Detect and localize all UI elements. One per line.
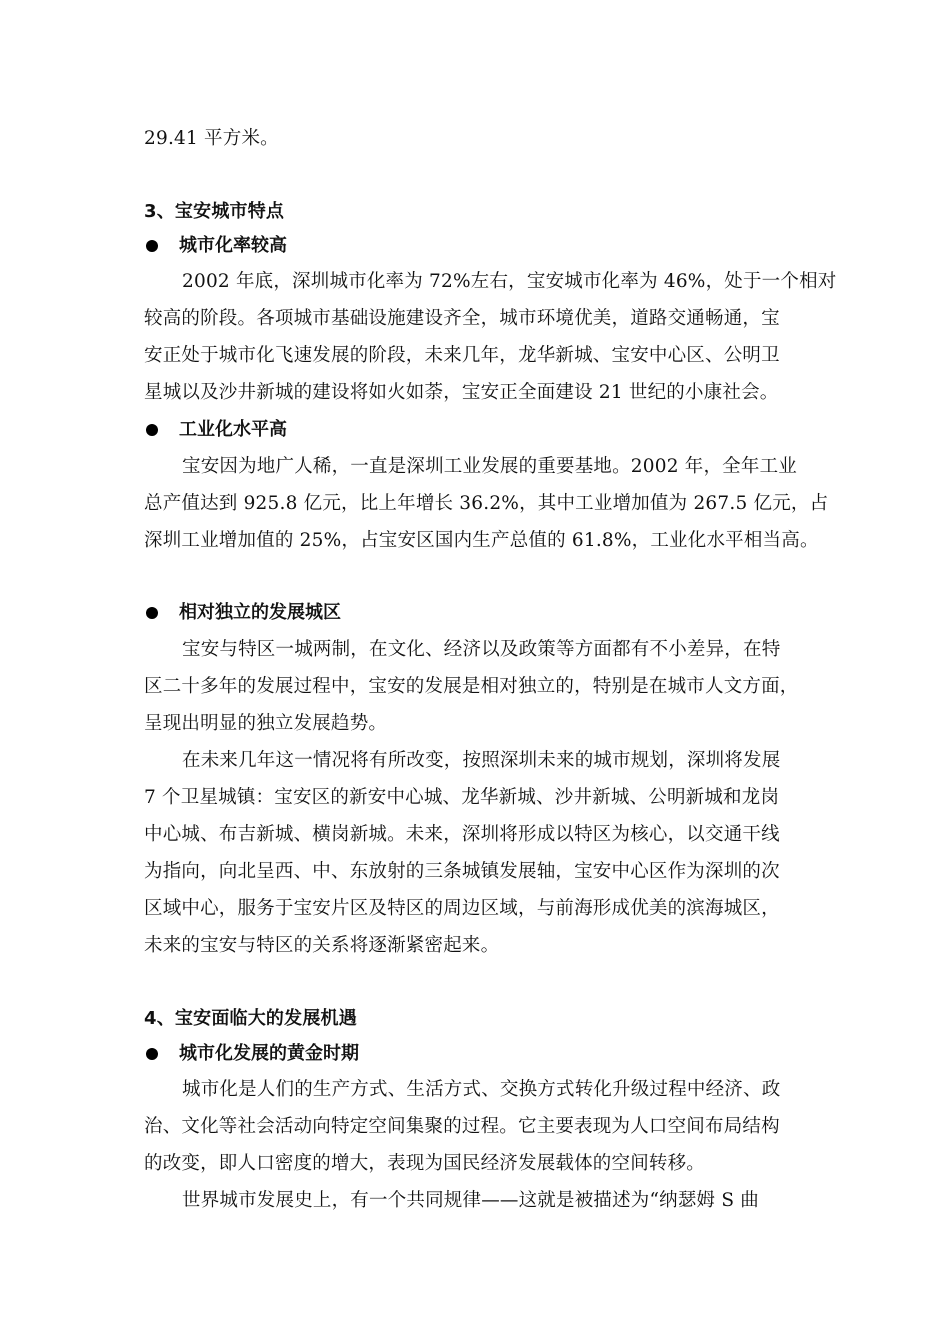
paragraph-line: 安正处于城市化飞速发展的阶段，未来几年，龙华新城、宝安中心区、公明卫	[144, 345, 780, 366]
bullet-dot-icon	[146, 240, 158, 252]
paragraph-line: 世界城市发展史上，有一个共同规律——这就是被描述为“纳瑟姆 S 曲	[182, 1190, 759, 1211]
bullet-title: 相对独立的发展城区	[179, 602, 341, 623]
bullet-dot-icon	[146, 424, 158, 436]
paragraph-line: 总产值达到 925.8 亿元，比上年增长 36.2%，其中工业增加值为 267.5 亿元，占	[144, 493, 829, 514]
paragraph-line: 中心城、布吉新城、横岗新城。未来，深圳将形成以特区为核心，以交通干线	[144, 824, 780, 845]
paragraph-line: 宝安因为地广人稀，一直是深圳工业发展的重要基地。2002 年，全年工业	[182, 456, 797, 477]
paragraph-line: 较高的阶段。各项城市基础设施建设齐全，城市环境优美，道路交通畅通，宝	[144, 308, 780, 329]
paragraph-line: 区二十多年的发展过程中，宝安的发展是相对独立的，特别是在城市人文方面，	[144, 676, 799, 697]
paragraph-line: 的改变，即人口密度的增大，表现为国民经济发展载体的空间转移。	[144, 1153, 706, 1174]
bullet-dot-icon	[146, 1048, 158, 1060]
bullet-item	[144, 418, 804, 442]
bullet-title: 工业化水平高	[179, 419, 287, 440]
bullet-dot-icon	[146, 607, 158, 619]
text-line: 29.41 平方米。	[144, 128, 279, 149]
section-heading: 4、宝安面临大的发展机遇	[144, 1008, 357, 1029]
paragraph-line: 宝安与特区一城两制，在文化、经济以及政策等方面都有不小差异，在特	[182, 639, 781, 660]
paragraph-line: 区域中心，服务于宝安片区及特区的周边区域，与前海形成优美的滨海城区，	[144, 898, 780, 919]
paragraph-line: 星城以及沙井新城的建设将如火如荼，宝安正全面建设 21 世纪的小康社会。	[144, 382, 779, 403]
paragraph-line: 未来的宝安与特区的关系将逐渐紧密起来。	[144, 935, 500, 956]
bullet-item	[144, 234, 804, 258]
bullet-title: 城市化率较高	[179, 235, 287, 256]
paragraph-line: 2002 年底，深圳城市化率为 72%左右，宝安城市化率为 46%，处于一个相对	[182, 271, 837, 292]
paragraph-line: 治、文化等社会活动向特定空间集聚的过程。它主要表现为人口空间布局结构	[144, 1116, 780, 1137]
section-heading: 3、宝安城市特点	[144, 201, 285, 222]
bullet-title: 城市化发展的黄金时期	[179, 1043, 359, 1064]
paragraph-line: 在未来几年这一情况将有所改变，按照深圳未来的城市规划，深圳将发展	[182, 750, 781, 771]
paragraph-line: 7 个卫星城镇：宝安区的新安中心城、龙华新城、沙井新城、公明新城和龙岗	[144, 787, 780, 808]
paragraph-line: 呈现出明显的独立发展趋势。	[144, 713, 388, 734]
paragraph-line: 为指向，向北呈西、中、东放射的三条城镇发展轴，宝安中心区作为深圳的次	[144, 861, 780, 882]
bullet-item	[144, 1042, 804, 1066]
paragraph-line: 城市化是人们的生产方式、生活方式、交换方式转化升级过程中经济、政	[182, 1079, 781, 1100]
paragraph-line: 深圳工业增加值的 25%，占宝安区国内生产总值的 61.8%，工业化水平相当高。	[144, 530, 819, 551]
bullet-item	[144, 601, 804, 625]
